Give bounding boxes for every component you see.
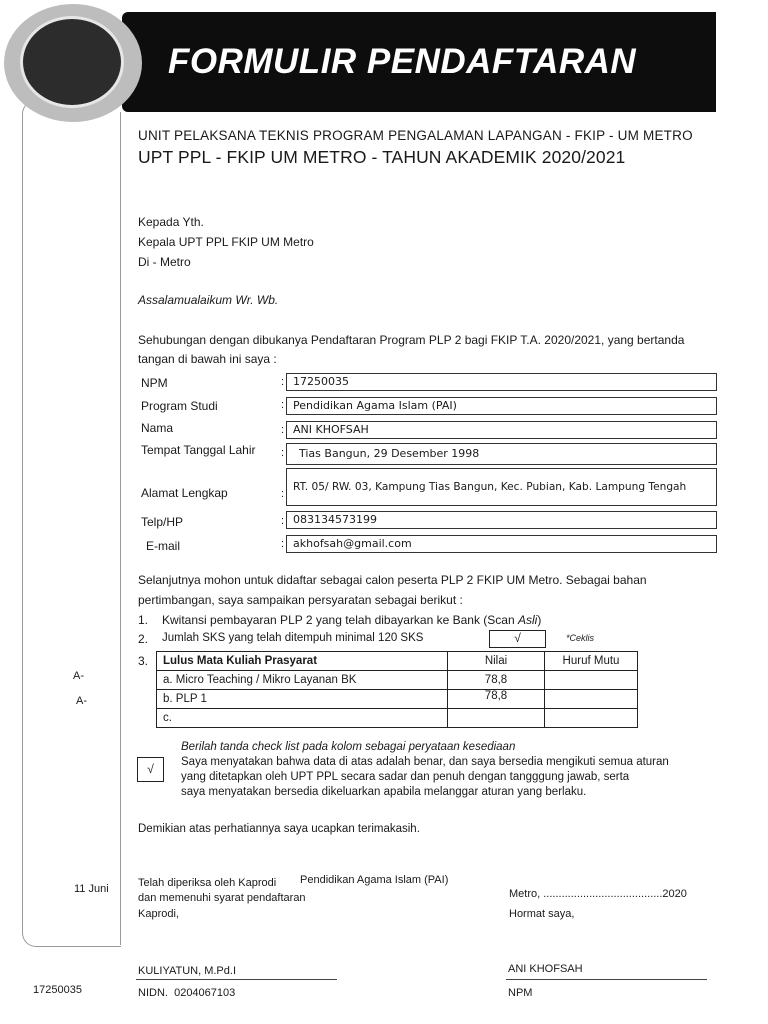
telp-colon: : [281, 515, 285, 527]
col-header-course: Lulus Mata Kuliah Prasyarat [157, 652, 448, 671]
nilai-cell[interactable]: 78,8 [448, 671, 545, 690]
side-divider [120, 112, 121, 945]
sig-right-greeting: Hormat saya, [509, 908, 575, 920]
huruf-cell[interactable] [545, 709, 638, 728]
nama-field[interactable]: ANI KHOFSAH [286, 421, 717, 439]
address-line-3: Di - Metro [138, 255, 191, 269]
agreement-checkbox[interactable]: √ [137, 757, 164, 782]
intro-line-1: Sehubungan dengan dibukanya Pendaftaran Program PLP 2 bagi FKIP T.A. 2020/2021, yang bertanda [138, 333, 685, 347]
statement-line-3: saya menyatakan bersedia dikeluarkan apabila melanggar aturan yang berlaku. [181, 786, 587, 798]
alamat-field[interactable]: RT. 05/ RW. 03, Kampung Tias Bangun, Kec. Pubian, Kab. Lampung Tengah [286, 468, 717, 506]
sig-left-line-1: Telah diperiksa oleh Kaprodi [138, 877, 277, 889]
sig-left-line-2: dan memenuhi syarat pendaftaran [138, 892, 306, 904]
nidn-label: NIDN. [138, 987, 168, 999]
address-line-1: Kepada Yth. [138, 215, 204, 229]
telp-label: Telp/HP [141, 515, 184, 529]
unit-heading: UNIT PELAKSANA TEKNIS PROGRAM PENGALAMAN LAPANGAN - FKIP - UM METRO [138, 128, 693, 143]
address-line-2: Kepala UPT PPL FKIP UM Metro [138, 235, 314, 249]
req-item-1-em: Asli [518, 613, 538, 627]
npm-label: NPM [141, 376, 168, 390]
nama-colon: : [281, 424, 285, 436]
sig-left-name: KULIYATUN, M.Pd.I [138, 965, 237, 977]
table-row [157, 690, 638, 709]
req-intro-1: Selanjutnya mohon untuk didaftar sebagai calon peserta PLP 2 FKIP UM Metro. Sebagai bahan [138, 573, 647, 587]
telp-field[interactable]: 083134573199 [286, 511, 717, 529]
margin-npm: 17250035 [33, 984, 82, 996]
nilai-cell[interactable] [448, 709, 545, 728]
sig-left-line [136, 979, 337, 980]
ttl-colon: : [281, 447, 285, 459]
sig-right-name: ANI KHOFSAH [508, 963, 583, 975]
alamat-label: Alamat Lengkap [141, 486, 228, 500]
statement-line-1: Saya menyatakan bahwa data di atas adalah benar, dan saya bersedia mengikuti semua aturan [181, 756, 669, 768]
req-item-1-text: Kwitansi pembayaran PLP 2 yang telah dibayarkan ke Bank (Scan [162, 613, 515, 627]
req-item-2-num: 2. [138, 632, 149, 646]
col-header-nilai: Nilai [448, 652, 545, 671]
req-item-2-text: Jumlah SKS yang telah ditempuh minimal 120 SKS [162, 632, 424, 644]
req-item-1-end: ) [537, 613, 542, 627]
table-row [157, 709, 638, 728]
closing-text: Demikian atas perhatiannya saya ucapkan terimakasih. [138, 823, 420, 835]
table-row [157, 671, 638, 690]
ttl-label: Tempat Tanggal Lahir [141, 443, 256, 457]
prodi-label: Program Studi [141, 399, 218, 413]
ttl-field[interactable]: Tias Bangun, 29 Desember 1998 [286, 443, 717, 465]
ceklis-note: *Ceklis [566, 633, 595, 643]
statement-heading: Berilah tanda check list pada kolom sebagai peryataan kesediaan [181, 741, 516, 753]
prodi-colon: : [281, 399, 285, 411]
email-colon: : [281, 538, 285, 550]
margin-grade-2: A- [76, 695, 87, 707]
npm-field[interactable]: 17250035 [286, 373, 717, 391]
course-cell: b. PLP 1 [157, 690, 448, 709]
req-item-1 [162, 613, 541, 627]
email-label: E-mail [146, 539, 181, 553]
sig-right-line [506, 979, 707, 980]
course-cell: a. Micro Teaching / Mikro Layanan BK [157, 671, 448, 690]
huruf-cell[interactable] [545, 671, 638, 690]
sig-right-npm-label: NPM [508, 987, 533, 999]
nidn-value: 0204067103 [174, 987, 236, 999]
col-header-huruf: Huruf Mutu [545, 652, 638, 671]
huruf-cell[interactable] [545, 690, 638, 709]
margin-date: 11 Juni [74, 883, 109, 895]
req-item-1-num: 1. [138, 613, 149, 627]
logo-inner-circle [20, 16, 124, 108]
nama-label: Nama [141, 421, 174, 435]
sks-checkbox[interactable]: √ [489, 630, 546, 648]
sig-left-nidn [138, 987, 235, 999]
prodi-field[interactable]: Pendidikan Agama Islam (PAI) [286, 397, 717, 415]
sig-left-line-3: Kaprodi, [138, 908, 179, 920]
prerequisite-table [156, 651, 638, 728]
course-cell: c. [157, 709, 448, 728]
upt-heading: UPT PPL - FKIP UM METRO - TAHUN AKADEMIK 2020/2021 [138, 147, 626, 167]
nilai-cell[interactable]: 78,8 [448, 690, 545, 709]
table-header-row [157, 652, 638, 671]
req-item-3-num: 3. [138, 654, 149, 668]
greeting: Assalamualaikum Wr. Wb. [138, 293, 279, 307]
email-field[interactable]: akhofsah@gmail.com [286, 535, 717, 553]
form-title: FORMULIR PENDAFTARAN [168, 42, 637, 81]
req-intro-2: pertimbangan, saya sampaikan persyaratan sebagai berikut : [138, 593, 463, 607]
sig-left-prodi: Pendidikan Agama Islam (PAI) [300, 874, 449, 886]
intro-line-2: tangan di bawah ini saya : [138, 352, 277, 366]
alamat-colon: : [281, 488, 285, 500]
margin-grade-1: A- [73, 670, 84, 682]
sig-right-date: Metro, .......................................2020 [509, 888, 687, 900]
npm-colon: : [281, 376, 285, 388]
side-frame [22, 100, 121, 947]
statement-line-2: yang ditetapkan oleh UPT PPL secara sadar dan penuh dengan tangggung jawab, serta [181, 771, 630, 783]
